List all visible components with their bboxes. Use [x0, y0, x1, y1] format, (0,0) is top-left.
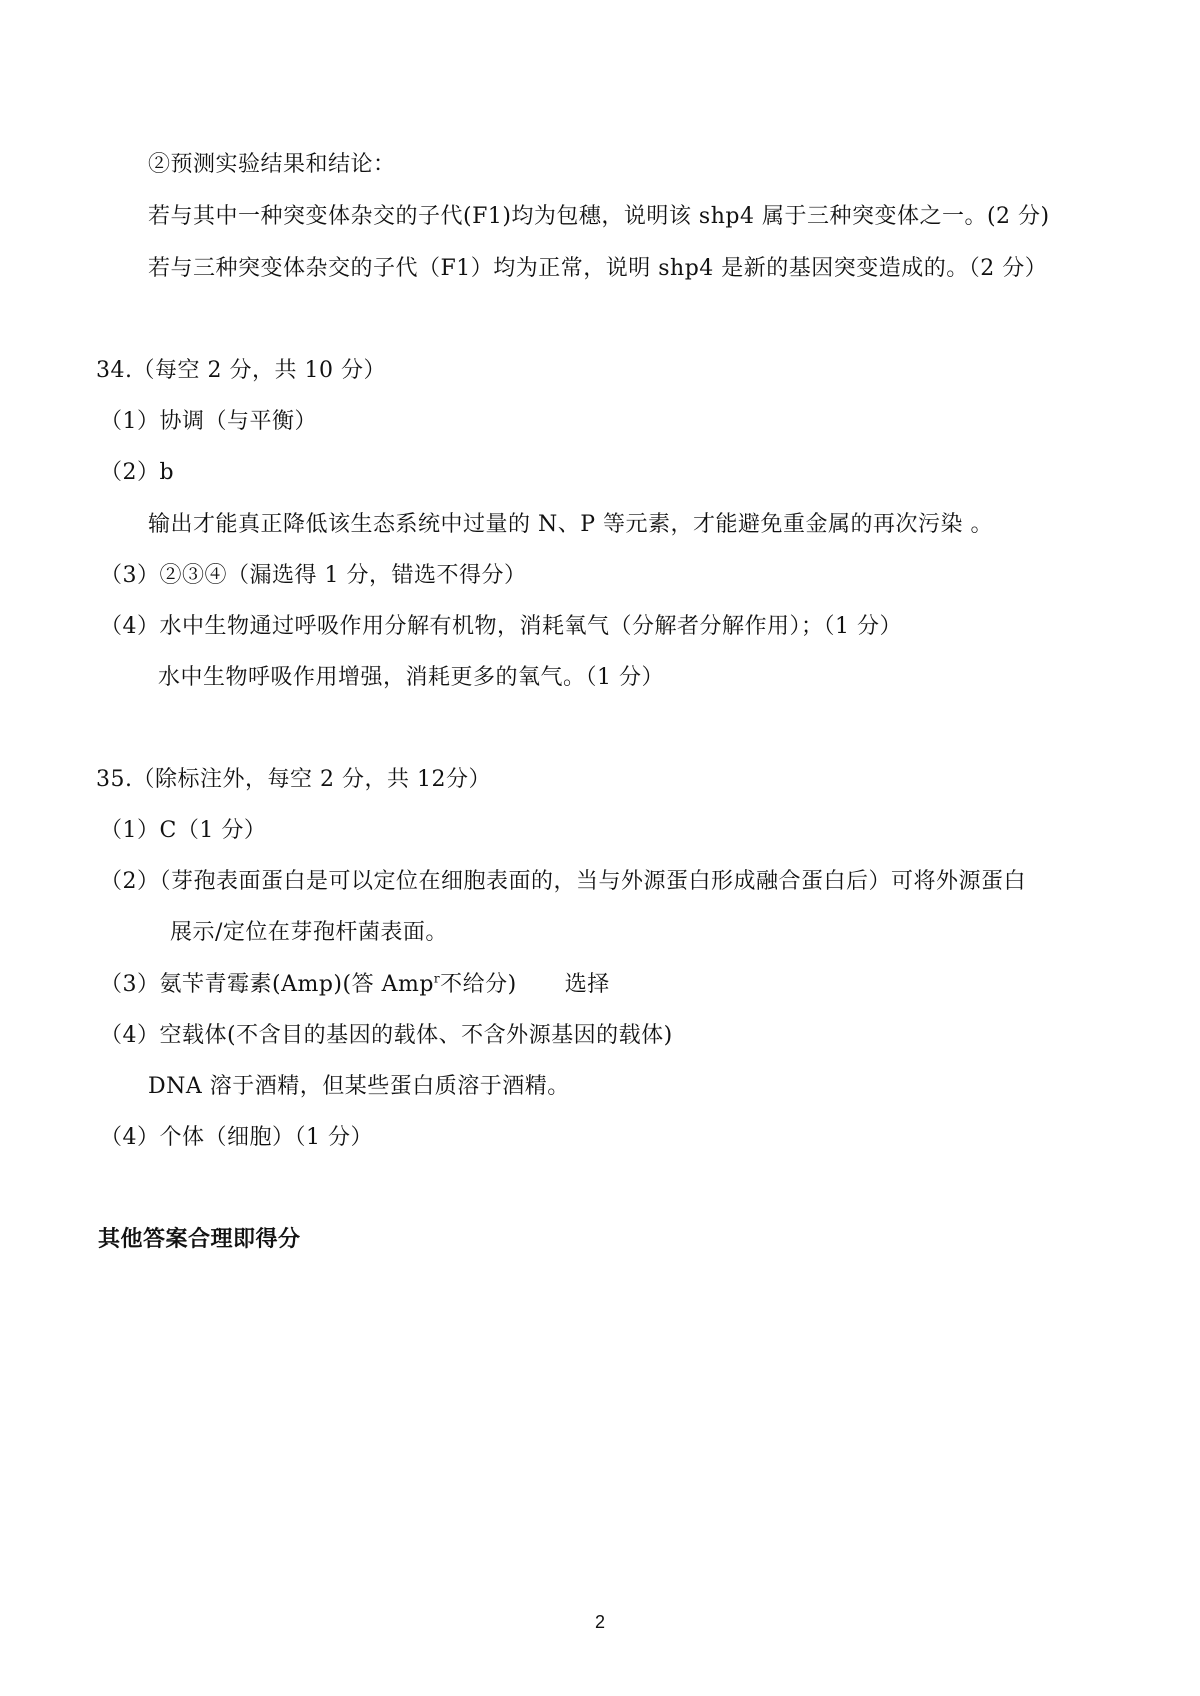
q35-header: 35.（除标注外，每空 2 分，共 12分） — [96, 767, 491, 792]
q33-result-heading: ②预测实验结果和结论： — [148, 152, 396, 177]
q34-answer-4: （4）水中生物通过呼吸作用分解有机物，消耗氧气（分解者分解作用）；（1 分） — [100, 614, 902, 639]
q35-answer-3-tail: 不给分) — [440, 972, 517, 997]
q35-answer-5: （4）个体（细胞）（1 分） — [100, 1125, 373, 1150]
q34-answer-2-detail: 输出才能真正降低该生态系统中过量的 N、P 等元素，才能避免重金属的再次污染 。 — [148, 512, 994, 537]
q35-answer-3-superscript: r — [433, 971, 441, 986]
q35-answer-1: （1）C（1 分） — [100, 818, 267, 843]
q34-answer-2: （2）b — [100, 460, 175, 485]
q35-answer-3-second: 选择 — [564, 972, 610, 997]
q35-answer-2-continued: 展示/定位在芽孢杆菌表面。 — [170, 920, 448, 945]
q34-header: 34.（每空 2 分，共 10 分） — [96, 358, 386, 383]
q33-result-line-1: 若与其中一种突变体杂交的子代(F1)均为包穗，说明该 shp4 属于三种突变体之一。(2 分) — [148, 204, 1050, 229]
q34-answer-3: （3）②③④（漏选得 1 分，错选不得分） — [100, 563, 527, 588]
q35-answer-3 — [100, 970, 610, 1000]
q34-answer-4-detail: 水中生物呼吸作用增强，消耗更多的氧气。（1 分） — [158, 665, 664, 690]
page-number: 2 — [594, 1612, 605, 1632]
q35-answer-4-detail: DNA 溶于酒精，但某些蛋白质溶于酒精。 — [148, 1074, 570, 1099]
q35-answer-3-main: （3）氨苄青霉素(Amp)(答 Amp — [100, 972, 434, 997]
q35-answer-2: （2）（芽孢表面蛋白是可以定位在细胞表面的，当与外源蛋白形成融合蛋白后）可将外源蛋白 — [100, 869, 1027, 894]
q34-answer-1: （1）协调（与平衡） — [100, 409, 317, 434]
q33-result-line-2: 若与三种突变体杂交的子代（F1）均为正常，说明 shp4 是新的基因突变造成的。（2 分） — [148, 256, 1048, 281]
footer-note: 其他答案合理即得分 — [98, 1227, 301, 1252]
q35-answer-4: （4）空载体(不含目的基因的载体、不含外源基因的载体) — [100, 1023, 673, 1048]
